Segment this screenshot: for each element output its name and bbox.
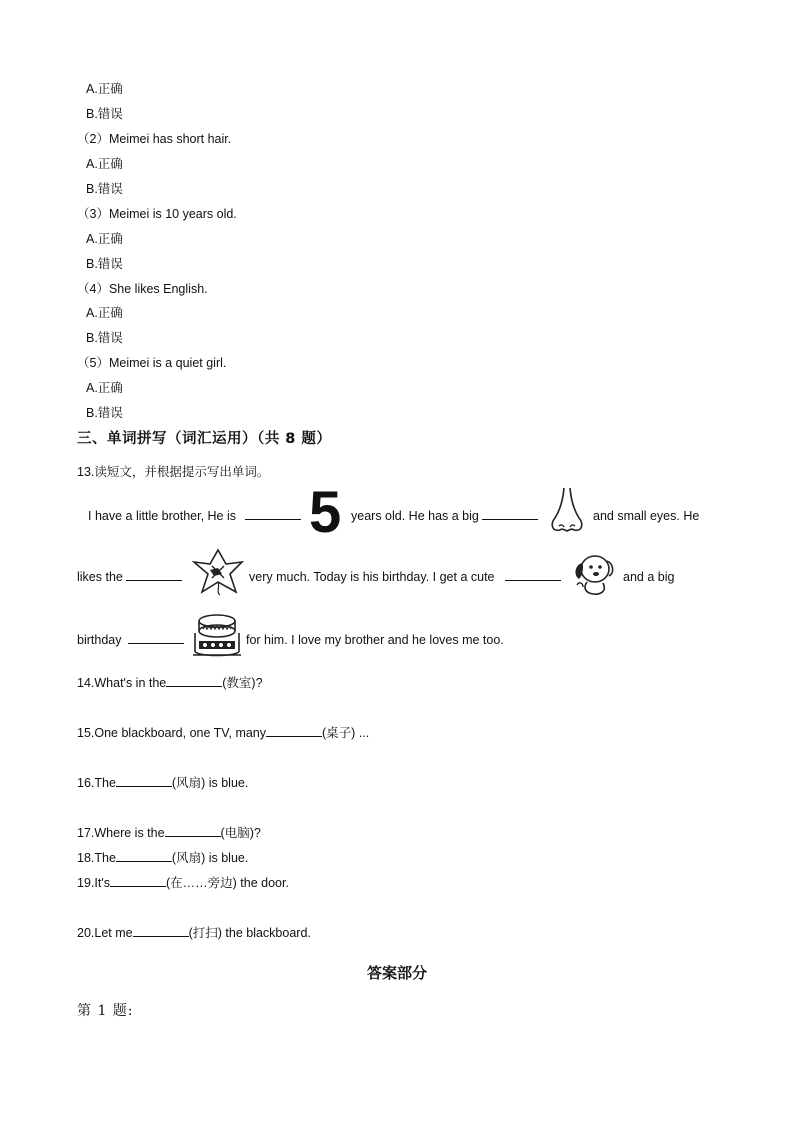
answer-section-title: 答案部分 bbox=[366, 964, 427, 982]
answer-blank[interactable] bbox=[116, 775, 172, 787]
tf-question-5: （5）Meimei is a quiet girl. bbox=[77, 356, 227, 370]
answer-question-1: 第 1 题: bbox=[77, 1003, 134, 1019]
question-19-hint: (在……旁边) the door. bbox=[165, 876, 289, 890]
answer-blank[interactable] bbox=[126, 569, 182, 585]
option-b[interactable]: B.错误 bbox=[86, 331, 123, 345]
q13-line2-text2: very much. Today is his birthday. I get a cute bbox=[249, 570, 495, 584]
q13-line1-text2: years old. He has a big bbox=[351, 509, 479, 523]
option-a[interactable]: A.正确 bbox=[86, 381, 123, 395]
question-17 bbox=[77, 825, 261, 841]
answer-blank[interactable] bbox=[166, 675, 222, 687]
question-15-before: 15.One blackboard, one TV, many bbox=[77, 726, 267, 740]
question-16-before: 16.The bbox=[77, 776, 116, 790]
question-14 bbox=[77, 675, 263, 691]
answer-blank[interactable] bbox=[505, 569, 561, 585]
q13-line1-text1: I have a little brother, He is bbox=[88, 509, 236, 523]
answer-blank[interactable] bbox=[110, 875, 166, 887]
question-16 bbox=[77, 775, 248, 791]
question-20-before: 20.Let me bbox=[77, 926, 133, 940]
answer-blank[interactable] bbox=[133, 925, 189, 937]
question-20-hint: (打扫) the blackboard. bbox=[188, 926, 311, 940]
question-14-hint: (教室)? bbox=[222, 676, 263, 690]
option-b[interactable]: B.错误 bbox=[86, 257, 123, 271]
answer-blank[interactable] bbox=[245, 508, 301, 524]
question-18-hint: (风扇) is blue. bbox=[171, 851, 249, 865]
option-b[interactable]: B.错误 bbox=[86, 406, 123, 420]
question-15 bbox=[77, 725, 369, 741]
question-17-before: 17.Where is the bbox=[77, 826, 165, 840]
answer-blank[interactable] bbox=[482, 508, 538, 524]
question-16-hint: (风扇) is blue. bbox=[171, 776, 249, 790]
option-a[interactable]: A.正确 bbox=[86, 306, 123, 320]
question-20 bbox=[77, 925, 311, 941]
kite-picture bbox=[192, 548, 244, 601]
number-five-picture: 5 bbox=[309, 480, 342, 545]
question-19-before: 19.It's bbox=[77, 876, 110, 890]
section-title: 三、单词拼写（词汇运用）（共 8 题） bbox=[77, 431, 332, 447]
puppy-picture bbox=[569, 551, 617, 602]
tf-question-4: （4）She likes English. bbox=[77, 282, 208, 296]
q13-line3-text2: for him. I love my brother and he loves me too. bbox=[246, 633, 504, 647]
nose-picture bbox=[546, 486, 588, 539]
option-a[interactable]: A.正确 bbox=[86, 82, 123, 96]
cake-picture bbox=[191, 611, 243, 666]
option-a[interactable]: A.正确 bbox=[86, 157, 123, 171]
option-a[interactable]: A.正确 bbox=[86, 232, 123, 246]
question-19 bbox=[77, 875, 289, 891]
question-18 bbox=[77, 850, 248, 866]
tf-question-2: （2）Meimei has short hair. bbox=[77, 132, 232, 146]
option-b[interactable]: B.错误 bbox=[86, 107, 123, 121]
answer-blank[interactable] bbox=[165, 825, 221, 837]
answer-blank[interactable] bbox=[266, 725, 322, 737]
option-b[interactable]: B.错误 bbox=[86, 182, 123, 196]
question-15-hint: (桌子) ... bbox=[322, 726, 370, 740]
tf-question-3: （3）Meimei is 10 years old. bbox=[77, 207, 237, 221]
question-18-before: 18.The bbox=[77, 851, 116, 865]
question-14-before: 14.What's in the bbox=[77, 676, 167, 690]
q13-line2-text1: likes the bbox=[77, 570, 123, 584]
q13-line1-text3: and small eyes. He bbox=[593, 509, 700, 523]
answer-blank[interactable] bbox=[116, 850, 172, 862]
question-17-hint: (电脑)? bbox=[220, 826, 261, 840]
answer-blank[interactable] bbox=[128, 632, 184, 648]
q13-line2-text3: and a big bbox=[623, 570, 675, 584]
q13-prompt: 13.读短文，并根据提示写出单词。 bbox=[77, 465, 270, 479]
q13-line3-text1: birthday bbox=[77, 633, 122, 647]
